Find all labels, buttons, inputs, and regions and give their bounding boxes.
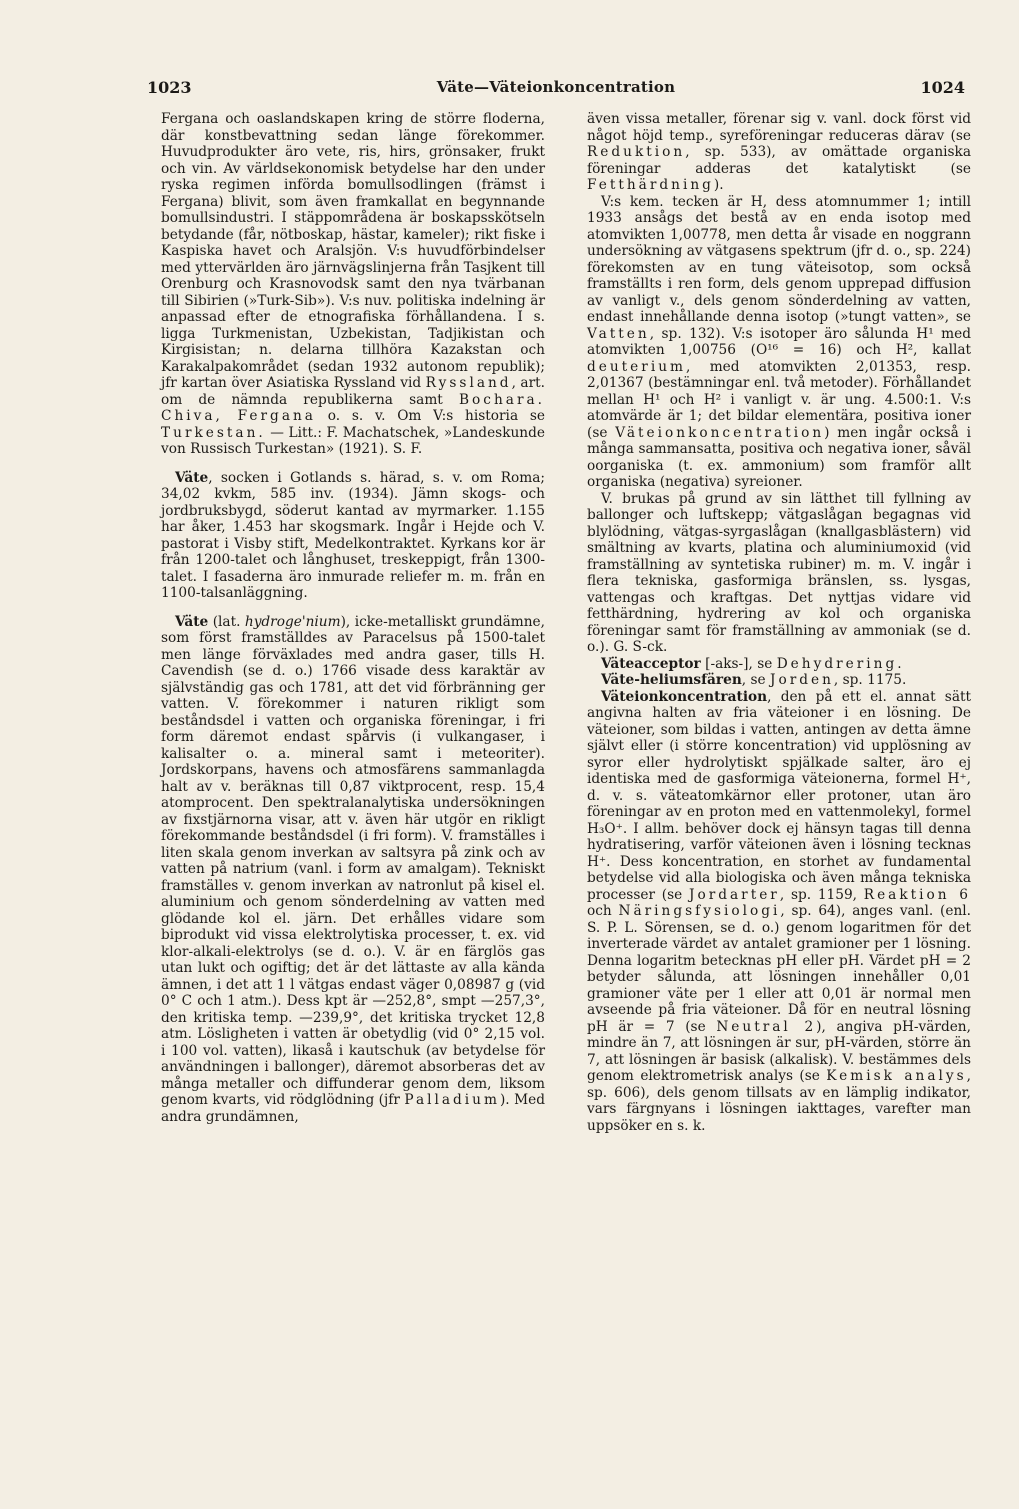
entry-headword: Väte bbox=[175, 469, 209, 486]
cross-reference[interactable]: Dehydrering. bbox=[776, 655, 905, 672]
paragraph-isotopes: V:s kem. tecken är H, dess atomnummer 1; intill 1933 ansågs det bestå av en enda isotop med atomvikten 1,00778, men detta år visade en noggrann undersökning av vätgasens spektrum (jfr d. o., sp. 224) förekomsten av en tung väteisotop, som också framställts i ren form, dels genom upprepad diffusion av vanligt v., dels genom sönderdelning av vatten, endast innehållande denna isotop (»tungt vatten», se Vatten, sp. 132). V:s isotoper äro sålunda H¹ med atomvikten 1,00756 (O¹⁶ = 16) och H², kallat deuterium, med atomvikten 2,01353, resp. 2,01367 (bestämningar enl. två metoder). Förhållandet mellan H¹ och H² i vanligt v. är ung. 4.500:1. V:s atomvärde är 1; det bildar elementära, positiva ioner (se Väteionkoncentration) men ingår också i många sammansatta, positiva och negativa ioner, såväl oorganiska (t. ex. ammonium) som framför allt organiska (negativa) syreioner. bbox=[587, 193, 971, 490]
cross-reference[interactable]: Bochara. Chiva, Fergana bbox=[161, 391, 545, 424]
page-header bbox=[147, 78, 965, 106]
cross-reference[interactable]: Ryssland bbox=[425, 375, 512, 391]
entry-headword: Väteacceptor bbox=[601, 655, 701, 672]
cross-reference[interactable]: Vatten bbox=[587, 325, 650, 342]
entry-headword: Väte bbox=[175, 613, 209, 630]
page-number-left: 1023 bbox=[147, 78, 192, 97]
cross-reference[interactable]: Jordarter bbox=[688, 886, 780, 903]
paragraph-vate-continued: även vissa metaller, förenar sig v. vanl. dock först vid något höjd temp., syreföreningar reduceras därav (se Reduktion, sp. 533), av omättade organiska föreningar adderas det katalytiskt (se Fetthärdning). bbox=[587, 111, 971, 193]
entry-vate-heliumsfaren: Väte-heliumsfären, se Jorden, sp. 1175. bbox=[601, 672, 907, 688]
cross-reference[interactable]: Väteionkoncentration bbox=[615, 424, 825, 441]
entry-vateacceptor: Väteacceptor [-aks-], se Dehydrering. bbox=[601, 655, 905, 672]
cross-reference[interactable]: Turkestan. bbox=[161, 424, 266, 441]
column-left bbox=[161, 111, 545, 1125]
paragraph-uses: V. brukas på grund av sin lätthet till fyllning av ballonger och luftskepp; vätgaslågan begagnas vid blylödning, vätgas-syrgaslågan (knallgasblästern) vid smältning av kvarts, platina och aluminiumoxid (vid framställning av syntetiska rubiner) m. m. V. ingår i flera tekniska, gasformiga bränslen, ss. lysgas, vattengas och kraftgas. Det nyttjas vidare vid fetthärdning, hydrering av kol och organiska föreningar samt för framställning av ammoniak (se d. o.). G. S-ck. bbox=[587, 490, 971, 655]
entry-vate-grundamne: Väte (lat. hydroge'nium), icke-metalliskt grundämne, som först framställdes av Paracelsus på 1500-talet men länge förväxlades med andra gaser, tills H. Cavendish (se d. o.) 1766 visade dess karaktär av självständig gas och 1781, att det vid förbränning ger vatten. V. förekommer i naturen rikligt som beståndsdel i vatten och organiska föreningar, i fri form däremot endast spårvis (i vulkangaser, i kalisalter o. a. mineral samt i meteoriter). Jordskorpans, havens och atmosfärens sammanlagda halt av v. beräknas till 0,87 viktprocent, resp. 15,4 atomprocent. Den spektralanalytiska undersökningen av fixstjärnorna visar, att v. även här utgör en rikligt förekommande beståndsdel (i fri form). V. framställes i liten skala genom inverkan av saltsyra på zink och av vatten på natrium (vanl. i form av amalgam). Tekniskt framställes v. genom inverkan av natronlut på kisel el. aluminium och genom sönderdelning av vatten med glödande kol el. järn. Det erhålles vidare som biprodukt vid vissa elektrolytiska processer, t. ex. vid klor-alkali-elektrolys (se d. o.). V. är en färglös gas utan lukt och ogiftig; det är det lättaste av alla kända ämnen, i det att 1 l vätgas endast väger 0,08987 g (vid 0° C och 1 atm.). Dess kpt är —252,8°, smpt —257,3°, den kritiska temp. —239,9°, det kritiska trycket 12,8 atm. Lösligheten i vatten är obetydlig (vid 0° 2,15 vol. i 100 vol. vatten), likaså i kautschuk (av betydelse för användningen i ballonger), däremot absorberas det av många metaller och diffunderar genom dem, liksom genom kvarts, vid rödglödning (jfr Palladium). Med andra grundämnen, bbox=[161, 613, 546, 1125]
entry-headword: Väteionkoncentration bbox=[601, 688, 768, 705]
cross-reference[interactable]: Näringsfysiologi bbox=[618, 903, 781, 919]
entry-vate-socken: Väte, socken i Gotlands s. härad, s. v. om Roma; 34,02 kvkm, 585 inv. (1934). Jämn skogs- och jordbruksbygd, söderut kantad av myrmarker. 1.155 har åker, 1.453 har skogsmark. Ingår i Hejde och V. pastorat i Visby stift, Medelkontraktet. Kyrkans kor är från 1200-talet och långhuset, treskeppigt, från 1300-talet. I fasaderna äro inmurade reliefer m. m. från en 1100-talsanläggning. bbox=[161, 469, 545, 601]
cross-reference[interactable]: Neutral 2 bbox=[716, 1018, 817, 1035]
paragraph-turkestan-continued: Fergana och oaslandskapen kring de större floderna, där konstbevattning sedan länge förekommer. Huvudprodukter äro vete, ris, hirs, grönsaker, frukt och vin. Av världsekonomisk betydelse har den under ryska regimen införda bomullsodlingen (främst i Fergana) blivit, som även framkallat en begynnande bomullsindustri. I stäppområdena är boskapsskötseln betydande (får, nötboskap, hästar, kameler); rikt fiske i Kaspiska havet och Aralsjön. V:s huvudförbindelser med yttervärlden äro järnvägslinjerna från Tasjkent till Orenburg och Krasnovodsk samt den nya tvärbanan till Sibirien (»Turk-Sib»). V:s nuv. politiska indelning är anpassad efter de etnografiska förhållandena. I s. ligga Turkmenistan, Uzbekistan, Tadjikistan och Kirgisistan; n. delarna tillhöra Kazakstan och Karakalpakområdet (sedan 1932 autonom republik); jfr kartan över Asiatiska Ryssland vid Ryssland, art. om de nämnda republikerna samt Bochara. Chiva, Fergana o. s. v. Om V:s historia se Turkestan. — Litt.: F. Machatschek, »Landeskunde von Russisch Turkestan» (1921). S. F. bbox=[161, 111, 545, 457]
running-title: Väte—Väteionkoncentration bbox=[436, 78, 676, 96]
cross-reference[interactable]: Kemisk analys bbox=[826, 1068, 967, 1084]
cross-reference[interactable]: Reaktion 6 bbox=[863, 886, 972, 903]
cross-reference: deuterium bbox=[587, 358, 686, 375]
page-number-right: 1024 bbox=[920, 78, 965, 97]
cross-reference[interactable]: Jorden bbox=[769, 672, 834, 688]
entry-vateionkoncentration: Väteionkoncentration, den på ett el. annat sätt angivna halten av fria väteioner i en lösning. De väteioner, som bildas i vatten, antingen av detta ämne självt eller (i större koncentration) vid upplösning av syror eller hydrolytiskt spjälkade salter, äro ej identiska med de gasformiga väteionerna, formel H⁺, d. v. s. väteatomkärnor eller protoner, utan äro föreningar av en proton med en vattenmolekyl, formel H₃O⁺. I allm. behöver dock ej hänsyn tagas till denna hydratisering, varför väteionen även i lösning tecknas H⁺. Dess koncentration, en storhet av fundamental betydelse vid alla biologiska och även många tekniska processer (se Jordarter, sp. 1159, Reaktion 6 och Näringsfysiologi, sp. 64), anges vanl. (enl. S. P. L. Sörensen, se d. o.) genom logaritmen för det inverterade värdet av antalet gramioner per 1 lösning. Denna logaritm betecknas pH eller pH. Värdet pH = 2 betyder sålunda, att lösningen innehåller 0,01 gramioner väte per 1 eller att 0,01 är normal men avseende på fria väteioner. Då för en neutral lösning pH är = 7 (se Neutral 2), angiva pH-värden, mindre än 7, att lösningen är sur, pH-värden, större än 7, att lösningen är basisk (alkalisk). V. bestämmes dels genom elektrometrisk analys (se Kemisk analys, sp. 606), dels genom tillsats av en lämplig indikator, vars färgnyans i lösningen iakttages, varefter man uppsöker en s. k. bbox=[587, 688, 972, 1134]
column-right bbox=[587, 111, 971, 1134]
cross-reference[interactable]: Fetthärdning bbox=[587, 177, 714, 193]
cross-reference[interactable]: Palladium bbox=[404, 1092, 500, 1108]
cross-reference[interactable]: Reduktion bbox=[587, 144, 686, 160]
entry-headword: Väte-heliumsfären bbox=[601, 672, 742, 688]
